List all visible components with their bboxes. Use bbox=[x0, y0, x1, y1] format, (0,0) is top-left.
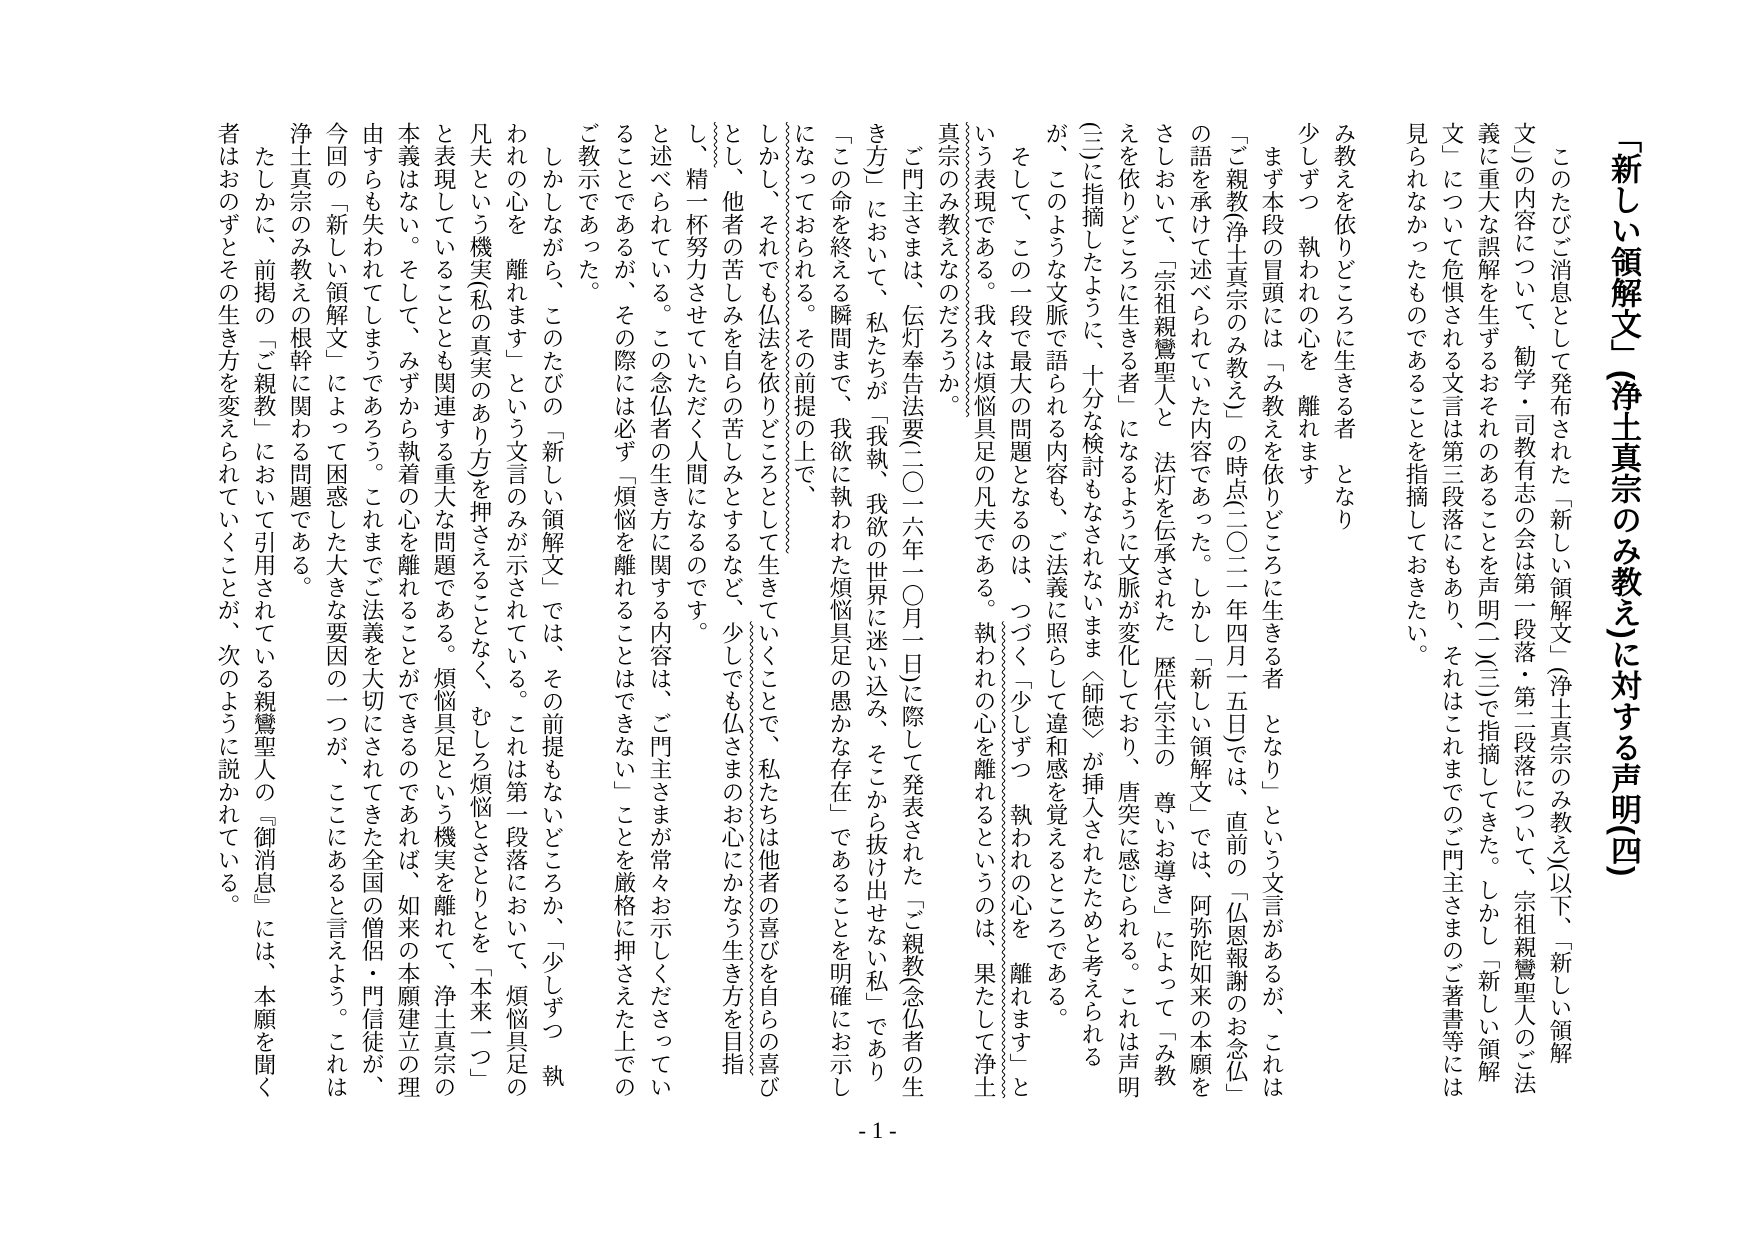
wavy-emphasis-text: 執われの心を離れるというのは、果たして浄土真宗のみ教えなのだろうか。 bbox=[935, 122, 996, 1099]
text-run: 少しずつ 執われの心を 離れます bbox=[1295, 122, 1320, 486]
text-run: そして、この一段で最大の問題となるのは、つづく「少しずつ 執われの心を 離れます」という表現である。我々は煩悩具足の凡夫である。 bbox=[971, 122, 1032, 1099]
text-run: み教えを依りどころに生きる者 となり bbox=[1331, 122, 1356, 531]
document-title: 「新しい領解文」(浄土真宗のみ教え)に対する声明(四) bbox=[1606, 122, 1641, 877]
wavy-emphasis-text: 少しでも仏さまのお心にかなう生き方を目指し、 bbox=[683, 122, 744, 1076]
text-run: このたびご消息として発布された「新しい領解文」(浄土真宗のみ教え)(以下、「新しい領解文」)の内容について、勧学・司教有志の会は第一段落・第二段落について、宗祖親鸞聖人のご法義に重大な誤解を生ずるおそれのあることを声明(一)(三)で指摘してきた。しかし「新しい領解文」について危惧される文言は第三段落にもあり、それはこれまでのご門主さまのご著書等には見られなかったものであることを指摘しておきたい。 bbox=[1403, 122, 1572, 1099]
document-body bbox=[209, 122, 1655, 1102]
text-run: しかしながら、このたびの「新しい領解文」では、その前提もないどころか、「少しずつ 執われの心を 離れます」という文言のみが示されている。これは第一段落において、煩悩具足の凡夫という機実(私の真実のあり方)を押さえることなく、むしろ煩悩とさとりとを「本来一つ」と表現していることとも関連する重大な問題である。煩悩具足という機実を離れて、浄土真宗の本義はない。そして、みずから執着の心を離れることができるのであれば、如来の本願建立の理由すらも失われてしまうであろう。これまでご法義を大切にされてきた全国の僧侶・門信徒が、今回の「新しい領解文」によって困惑した大きな要因の一つが、ここにあると言えよう。これは浄土真宗のみ教えの根幹に関わる問題である。 bbox=[287, 122, 564, 1099]
quote-line-1 bbox=[1325, 122, 1361, 1102]
text-run: まず本段の冒頭には「み教えを依りどころに生きる者 となり」という文言があるが、これは「ご親教(浄土真宗のみ教え)」の時点(二〇二一年四月一五日)では、直前の「仏恩報謝のお念仏」の語を承けて述べられていた内容であった。しかし「新しい領解文」では、阿弥陀如来の本願をさしおいて、「宗祖親鸞聖人と 法灯を伝承された 歴代宗主の 尊いお導き」によって「み教えを依りどころに生きる者」になるように文脈が変化しており、唐突に感じられる。これは声明(三)に指摘したように、十分な検討もなされないまま〈師徳〉が挿入されたためと考えられるが、このような文脈で語られる内容も、ご法義に照らして違和感を覚えるところである。 bbox=[1043, 122, 1284, 1099]
text-run: ご門主さまは、伝灯奉告法要(二〇一六年一〇月一日)に際して発表された「ご親教(念仏者の生き方)」において、私たちが「我執、我欲の世界に迷い込み、そこから抜け出せない私」であり「この命を終える瞬間まで、我欲に執われた煩悩具足の愚かな存在」であることを明確にお示しになっておられる。その前提の上で、 bbox=[791, 122, 924, 1099]
page-number: - 1 - bbox=[858, 1118, 897, 1143]
paragraph-intro bbox=[1397, 122, 1577, 1102]
wavy-emphasis-text: しかし、それでも仏法を依りどころとして bbox=[755, 122, 780, 554]
text-run: 精一杯努力させていただく人間になるのです。 bbox=[683, 167, 708, 645]
paragraph-2 bbox=[1037, 122, 1289, 1102]
paragraph-6 bbox=[281, 122, 569, 1102]
text-run: と述べられている。この念仏者の生き方に関する内容は、ご門主さまが常々お示しくださっていることであるが、その際には必ず「煩悩を離れることはできない」ことを厳格に押さえた上でのご教示であった。 bbox=[575, 122, 672, 1099]
text-run: たしかに、前掲の「ご親教」において引用されている親鸞聖人の『御消息』には、本願を聞く者はおのずとその生き方を変えられていくことが、次のように説かれている。 bbox=[215, 122, 276, 1099]
paragraph-5 bbox=[569, 122, 677, 1102]
paragraph-7 bbox=[209, 122, 281, 1102]
paragraph-3 bbox=[929, 122, 1037, 1102]
quote-line-2 bbox=[1289, 122, 1325, 1102]
paragraph-4 bbox=[785, 122, 929, 1102]
quote-block-2 bbox=[677, 122, 785, 1102]
text-run: 生きていくことで、私たちは他者の喜びを自らの喜びとし、他者の苦しみを自らの苦しみとするなど、 bbox=[719, 122, 780, 1099]
